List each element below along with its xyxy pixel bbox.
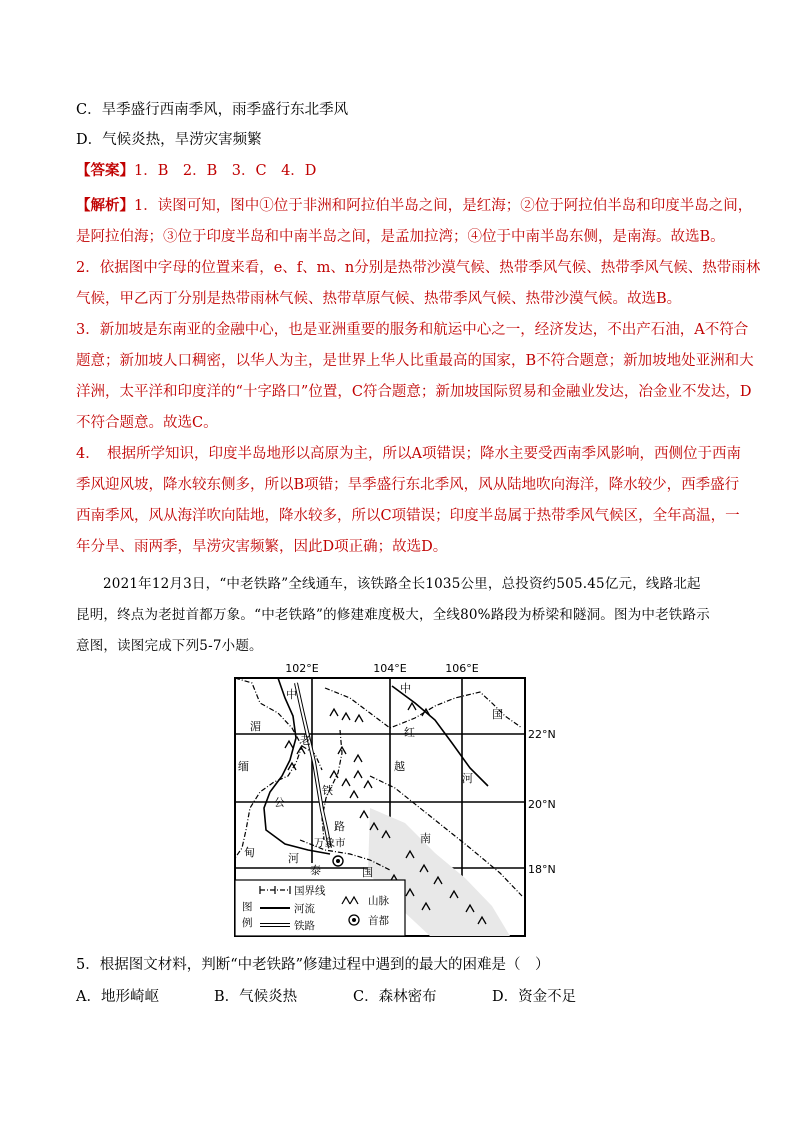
option-a[interactable]: A．地形崎岖 (76, 989, 159, 1005)
material-intro-line: 2021年12月3日，“中老铁路”全线通车，该铁路全长1035公里，总投资约505.45亿元，线路北起 (103, 576, 701, 592)
legend-river: 河流 (294, 903, 315, 915)
analysis-line: 4． 根据所学知识，印度半岛地形以高原为主，所以A项错误；降水主要受西南季风影响，西侧位于西南 (76, 446, 741, 462)
material-intro-line: 昆明，终点为老挝首都万象。“中老铁路”的修建难度极大，全线80%路段为桥梁和隧洞。图为中老铁路示 (76, 607, 710, 623)
option-b[interactable]: B．气候炎热 (214, 989, 298, 1005)
lat-label-20: 20°N (528, 798, 556, 811)
map-label: 甸 (244, 846, 255, 859)
legend-title: 图 (242, 901, 253, 913)
legend-mountain: 山脉 (368, 895, 389, 907)
map-label: 缅 (238, 760, 249, 773)
analysis-text: 1．读图可知，图中①位于非洲和阿拉伯半岛之间，是红海；②位于阿拉伯半岛和印度半岛之间， (134, 198, 753, 214)
lat-label-18: 18°N (528, 863, 556, 876)
map-label: 老 (300, 734, 311, 747)
answer-label: 【答案】 (76, 162, 134, 179)
previous-option-c: C．旱季盛行西南季风，雨季盛行东北季风 (76, 102, 349, 118)
previous-option-d: D．气候炎热，旱涝灾害频繁 (76, 132, 262, 148)
map-label: 铁 (322, 784, 333, 797)
lon-label-106: 106°E (445, 662, 479, 675)
map-label: 南 (420, 832, 431, 845)
answer-line (76, 161, 316, 181)
capital-label: 万象市 (314, 837, 346, 849)
china-laos-railway-map (230, 658, 560, 943)
analysis-line: 3．新加坡是东南亚的金融中心，也是亚洲重要的服务和航运中心之一，经济发达，不出产石油，A不符合 (76, 322, 749, 338)
map-label: 路 (334, 820, 345, 833)
analysis-line-1 (76, 196, 752, 216)
map-label: 越 (394, 760, 405, 773)
lon-label-102: 102°E (285, 662, 319, 675)
map-label: 中 (286, 688, 297, 701)
lat-label-22: 22°N (528, 728, 556, 741)
question-5-stem: 5．根据图文材料，判断“中老铁路”修建过程中遇到的最大的困难是（ ） (76, 957, 550, 973)
option-c[interactable]: C．森林密布 (353, 989, 437, 1005)
analysis-line: 年分旱、雨两季，旱涝灾害频繁，因此D项正确；故选D。 (76, 539, 448, 555)
map-label: 湄 (250, 720, 261, 733)
analysis-line: 2．依据图中字母的位置来看，e、f、m、n分别是热带沙漠气候、热带季风气候、热带季风气候、热带雨林 (76, 260, 761, 276)
analysis-line: 题意；新加坡人口稠密，以华人为主，是世界上华人比重最高的国家，B不符合题意；新加坡地处亚洲和大 (76, 353, 754, 369)
map-label: 河 (462, 772, 473, 785)
map-label: 国 (362, 866, 373, 879)
map-label: 红 (404, 726, 415, 739)
analysis-line: 季风迎风坡，降水较东侧多，所以B项错；旱季盛行东北季风，风从陆地吹向海洋，降水较少，西季盛行 (76, 477, 740, 493)
map-label: 公 (274, 796, 285, 809)
analysis-label: 【解析】 (76, 197, 134, 214)
map-label: 中 (400, 682, 411, 695)
legend-border: 国界线 (294, 885, 326, 897)
material-intro-line: 意图，读图完成下列5-7小题。 (76, 638, 263, 654)
map-label: 国 (492, 708, 503, 721)
analysis-line: 洋洲，太平洋和印度洋的“十字路口”位置，C符合题意；新加坡国际贸易和金融业发达，冶金业不发达，D (76, 384, 752, 400)
analysis-line: 不符合题意。故选C。 (76, 415, 218, 431)
analysis-line: 是阿拉伯海；③位于印度半岛和中南半岛之间，是孟加拉湾；④位于中南半岛东侧，是南海。故选B。 (76, 229, 725, 245)
legend-railway: 铁路 (294, 920, 315, 932)
legend-capital: 首都 (368, 915, 389, 927)
capital-marker (333, 856, 343, 866)
answer-text: 1．B 2．B 3．C 4．D (134, 163, 317, 179)
legend-title: 例 (242, 917, 253, 929)
analysis-line: 气候，甲乙丙丁分别是热带雨林气候、热带草原气候、热带季风气候、热带沙漠气候。故选B。 (76, 291, 682, 307)
map-label: 泰 (310, 864, 321, 877)
lon-label-104: 104°E (373, 662, 407, 675)
map-label: 河 (288, 852, 299, 865)
analysis-line: 西南季风，风从海洋吹向陆地，降水较多，所以C项错误；印度半岛属于热带季风气候区，全年高温，一 (76, 508, 740, 524)
option-d[interactable]: D．资金不足 (492, 989, 577, 1005)
